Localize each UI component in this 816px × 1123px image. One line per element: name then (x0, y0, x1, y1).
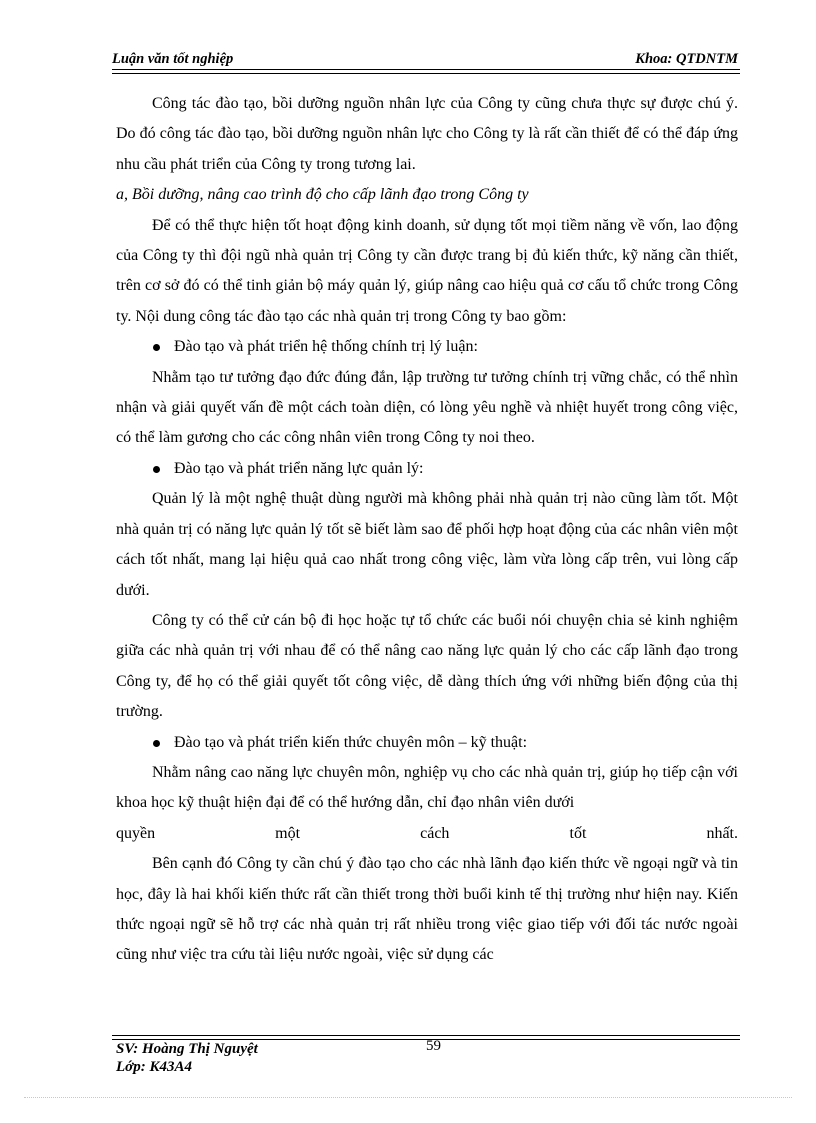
header-rule-thick (112, 69, 740, 70)
bullet-item-political-theory (116, 332, 738, 362)
paragraph-ideology: Nhằm tạo tư tưởng đạo đức đúng đắn, lập trường tư tưởng chính trị vững chắc, có thể nhìn nhận và giải quyết vấn đề một cách toàn diện, có lòng yêu nghề và nhiệt huyết trong công việc, có thể làm gương cho các công nhân viên trong Công ty noi theo. (116, 368, 738, 447)
bullet-item-management-capacity (116, 454, 738, 484)
word: quyền (116, 824, 156, 842)
word: tốt (569, 824, 587, 842)
bullet-text: Đào tạo và phát triển kiến thức chuyên môn – kỹ thuật: (174, 733, 528, 751)
paragraph-management-art: Quản lý là một nghệ thuật dùng người mà không phải nhà quản trị nào cũng làm tốt. Một nhà quản trị có năng lực quản lý tốt sẽ biết làm sao để phối hợp hoạt động của các nhân viên một cách tốt nhất, mang lại hiệu quả cao nhất trong công việc, làm vừa lòng cấp trên, vui lòng cấp dưới. (116, 490, 738, 599)
section-heading-a: a, Bồi dưỡng, nâng cao trình độ cho cấp lãnh đạo trong Công ty (116, 186, 529, 204)
bullet-item-professional-knowledge (116, 728, 738, 758)
bullet-text: Đào tạo và phát triển năng lực quản lý: (174, 459, 424, 477)
paragraph-manager-training: Để có thể thực hiện tốt hoạt động kinh doanh, sử dụng tốt mọi tiềm năng về vốn, lao động của Công ty thì đội ngũ nhà quản trị Công ty cần được trang bị đủ kiến thức, kỹ năng cần thiết, trên cơ sở đó có thể tinh giản bộ máy quản lý, giúp nâng cao hiệu quả cơ cấu tổ chức trong Công ty. Nội dung công tác đào tạo các nhà quản trị trong Công ty bao gồm: (116, 216, 738, 325)
paragraph-technical-skills-last-line (116, 819, 738, 849)
footer-class: Lớp: K43A4 (116, 1059, 192, 1075)
paragraph-languages-it: Bên cạnh đó Công ty cần chú ý đào tạo cho các nhà lãnh đạo kiến thức về ngoại ngữ và tin học, đây là hai khối kiến thức rất cần thiết trong thời buổi kinh tế thị trường như hiện nay. Kiến thức ngoại ngữ sẽ hỗ trợ các nhà quản trị rất nhiều trong việc giao tiếp với đối tác nước ngoài cũng như việc tra cứu tài liệu nước ngoài, việc sử dụng các (116, 855, 738, 964)
header-faculty: Khoa: QTDNTM (635, 51, 738, 67)
page-bottom-dotted-divider (24, 1097, 792, 1098)
word: cách (420, 824, 450, 842)
paragraph-technical-skills: Nhằm nâng cao năng lực chuyên môn, nghiệp vụ cho các nhà quản trị, giúp họ tiếp cận với khoa học kỹ thuật hiện đại để có thể hướng dẫn, chỉ đạo nhân viên dưới (116, 763, 738, 812)
paragraph-intro: Công tác đào tạo, bồi dưỡng nguồn nhân lực của Công ty cũng chưa thực sự được chú ý. Do đó công tác đào tạo, bồi dưỡng nguồn nhân lực cho Công ty là rất cần thiết để có thể đáp ứng nhu cầu phát triển của Công ty trong tương lai. (116, 95, 738, 173)
header-thesis-title: Luận văn tốt nghiệp (112, 51, 234, 67)
word: nhất. (706, 824, 738, 842)
header-rule-thin (112, 73, 740, 74)
page-body (116, 89, 738, 971)
bullet-icon (153, 740, 160, 747)
bullet-text: Đào tạo và phát triển hệ thống chính trị lý luận: (174, 338, 478, 356)
page-header (112, 49, 740, 69)
page-number: 59 (426, 1038, 441, 1054)
word: một (275, 824, 301, 842)
bullet-icon (153, 466, 160, 473)
footer-rule-thin (112, 1035, 740, 1036)
paragraph-training-options: Công ty có thể cử cán bộ đi học hoặc tự tổ chức các buổi nói chuyện chia sẻ kinh nghiệm giữa các nhà quản trị với nhau để có thể nâng cao năng lực quản lý cho các cấp lãnh đạo trong Công ty, để họ có thể giải quyết tốt công việc, dễ dàng thích ứng với những biến động của thị trường. (116, 611, 738, 721)
footer-student-name: SV: Hoàng Thị Nguyệt (116, 1041, 258, 1057)
